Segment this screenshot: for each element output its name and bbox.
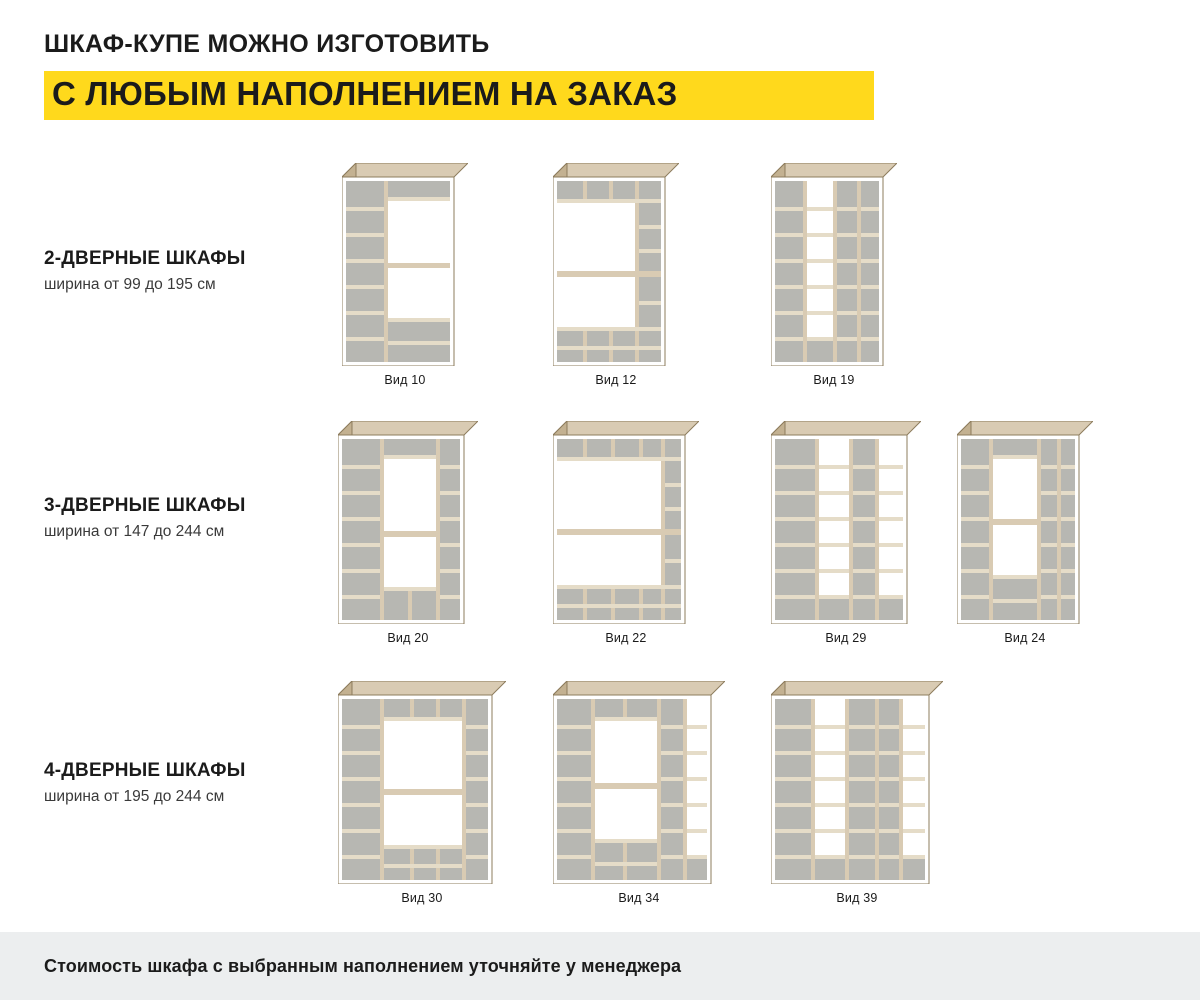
group-subtitle: ширина от 195 до 244 см [44,788,225,805]
cabinet-card-vid-30[interactable] [338,681,506,905]
group-subtitle: ширина от 99 до 195 см [44,276,216,293]
group-title: 3-ДВЕРНЫЕ ШКАФЫ [44,495,246,516]
cabinet-caption: Вид 39 [836,891,878,905]
footer-bar [0,932,1200,1000]
group-title: 4-ДВЕРНЫЕ ШКАФЫ [44,760,246,781]
cabinet-illustration [771,681,943,884]
cabinet-illustration [771,421,921,624]
header-line-2: С ЛЮБЫМ НАПОЛНЕНИЕМ НА ЗАКАЗ [52,75,678,112]
cabinet-caption: Вид 22 [605,631,647,645]
cabinet-caption: Вид 29 [825,631,867,645]
cabinet-card-vid-12[interactable] [553,163,679,387]
header-highlight-band [44,71,874,120]
group-title: 2-ДВЕРНЫЕ ШКАФЫ [44,248,246,269]
cabinet-caption: Вид 19 [813,373,855,387]
cabinet-illustration [553,163,679,366]
group-label-4-door [44,760,334,806]
cabinet-card-vid-22[interactable] [553,421,699,645]
cabinet-card-vid-39[interactable] [771,681,943,905]
cabinet-card-vid-19[interactable] [771,163,897,387]
group-subtitle: ширина от 147 до 244 см [44,523,225,540]
cabinet-caption: Вид 10 [384,373,426,387]
cabinet-card-vid-20[interactable] [338,421,478,645]
cabinet-caption: Вид 30 [401,891,443,905]
cabinet-illustration [338,421,478,624]
page-header [44,30,1156,120]
group-label-3-door [44,495,334,541]
cabinet-illustration [771,163,897,366]
footer-note: Стоимость шкафа с выбранным наполнением уточняйте у менеджера [44,955,682,976]
cabinet-caption: Вид 34 [618,891,660,905]
cabinet-illustration [338,681,506,884]
cabinet-illustration [553,421,699,624]
cabinet-caption: Вид 20 [387,631,429,645]
cabinet-card-vid-34[interactable] [553,681,725,905]
cabinet-caption: Вид 12 [595,373,637,387]
cabinet-card-vid-29[interactable] [771,421,921,645]
group-label-2-door [44,248,334,294]
cabinet-card-vid-24[interactable] [957,421,1093,645]
cabinet-caption: Вид 24 [1004,631,1046,645]
header-line-1: ШКАФ-КУПЕ МОЖНО ИЗГОТОВИТЬ [44,30,490,58]
cabinet-illustration [957,421,1093,624]
cabinet-illustration [342,163,468,366]
cabinet-illustration [553,681,725,884]
cabinet-card-vid-10[interactable] [342,163,468,387]
